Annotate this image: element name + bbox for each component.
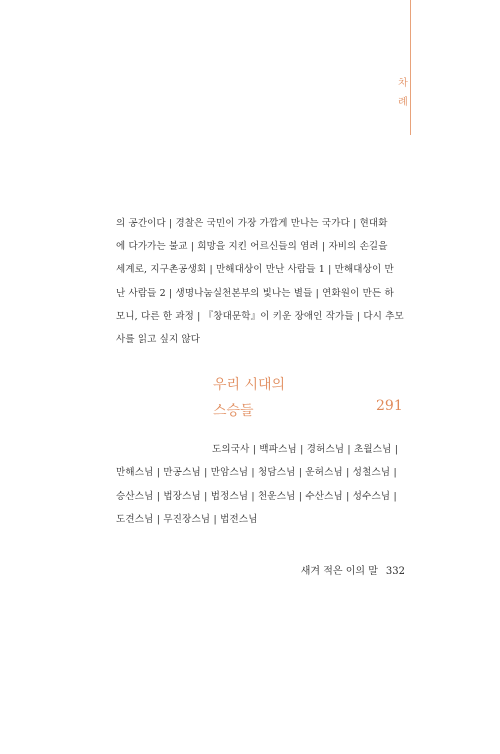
section-title-line1: 우리 시대의 bbox=[213, 377, 286, 393]
names-line: 도견스님 | 무진장스님 | 법전스님 bbox=[116, 513, 258, 525]
section-subentries bbox=[116, 438, 408, 531]
afterword-title: 새겨 적은 이의 말 bbox=[300, 566, 378, 577]
names-line: 승산스님 | 법장스님 | 법정스님 | 천운스님 | 수산스님 | 성수스님 | bbox=[116, 490, 397, 502]
header-rule bbox=[410, 0, 411, 135]
section-title-line2: 스승들 bbox=[213, 403, 254, 419]
names-line: 도의국사 | 백파스님 | 경허스님 | 초월스님 | bbox=[212, 444, 399, 455]
section-page-number: 291 bbox=[376, 398, 403, 414]
subentry-line: 난 사람들 2 | 생명나눔실천본부의 빛나는 별들 | 연화원이 만든 하 bbox=[116, 287, 394, 299]
afterword-entry bbox=[275, 562, 405, 577]
names-line: 만해스님 | 만공스님 | 만암스님 | 청담스님 | 운허스님 | 성철스님 | bbox=[116, 467, 397, 479]
subentry-line: 의 공간이다 | 경찰은 국민이 가장 가깝게 만나는 국가다 | 현대화 bbox=[116, 218, 388, 229]
toc-label-text: 차 례 bbox=[398, 78, 408, 108]
afterword-page-number: 332 bbox=[385, 566, 405, 577]
section-title bbox=[213, 372, 285, 424]
subentry-line: 모니, 다른 한 과정 | 『창대문학』이 키운 장애인 작가들 | 다시 추모 bbox=[116, 310, 404, 322]
toc-label bbox=[398, 74, 408, 112]
subentry-line: 사를 읽고 싶지 않다 bbox=[116, 334, 201, 346]
subentry-line: 세계로, 지구촌공생회 | 만해대상이 만난 사람들 1 | 만해대상이 만 bbox=[116, 264, 394, 276]
toc-subentries bbox=[116, 212, 408, 351]
subentry-line: 에 다가가는 불교 | 희망을 지킨 어르신들의 염려 | 자비의 손길을 bbox=[116, 241, 388, 253]
